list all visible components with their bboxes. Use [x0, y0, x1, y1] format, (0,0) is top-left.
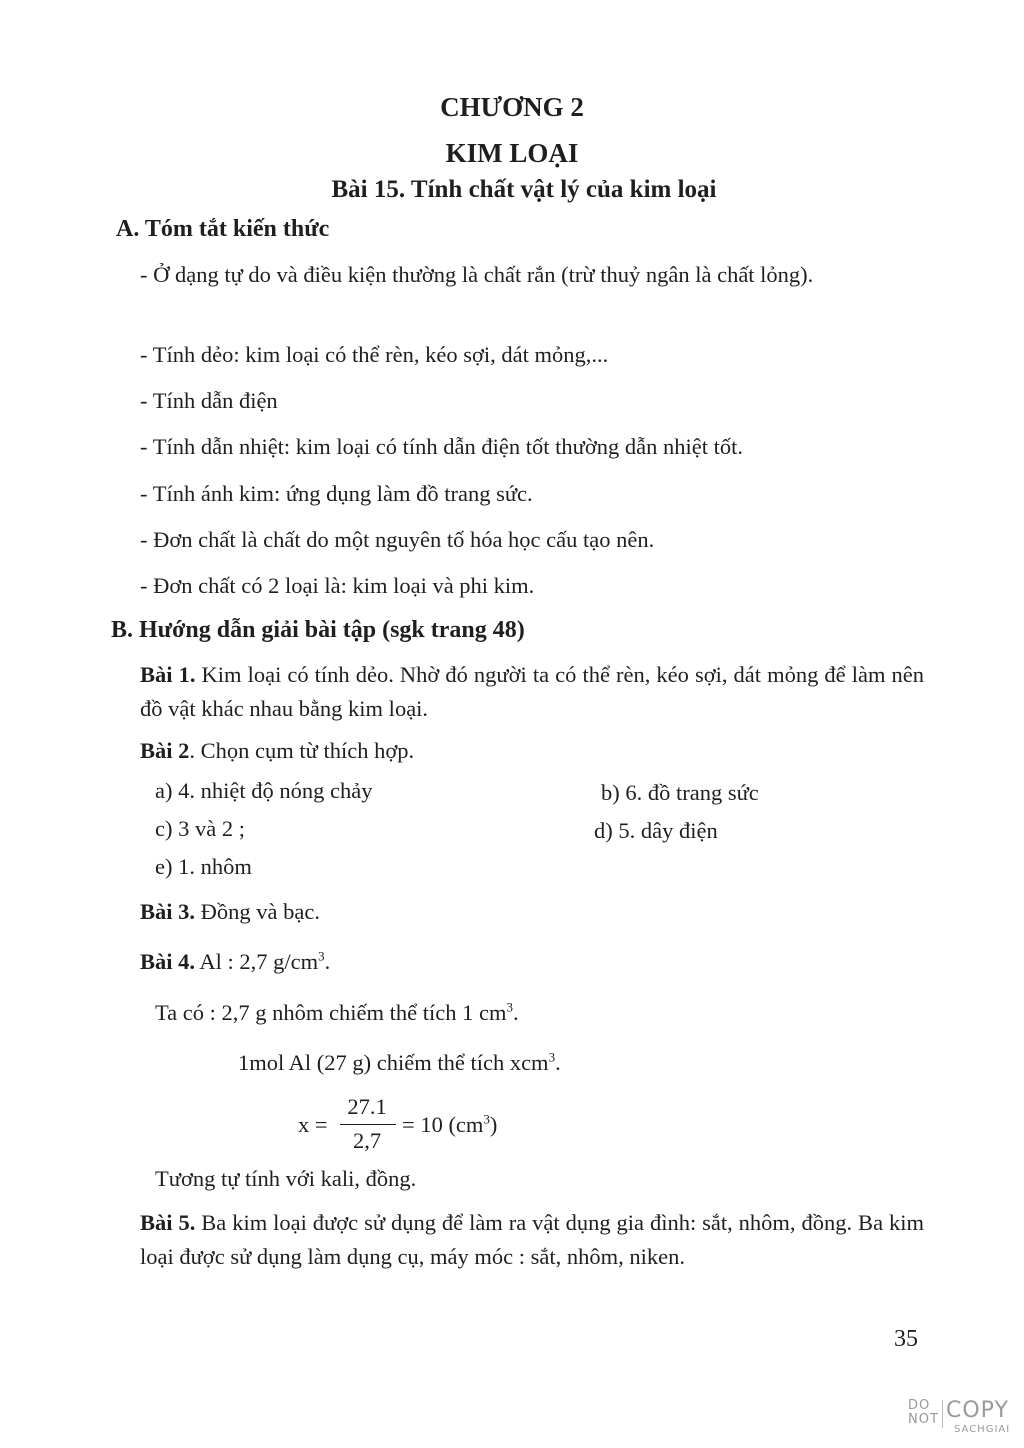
exercise-5: [140, 1206, 924, 1274]
exercise-1-label: Bài 1.: [140, 662, 196, 687]
lesson-title: Bài 15. Tính chất vật lý của kim loại: [331, 176, 717, 203]
answer-item: c) 3 và 2 ;: [155, 816, 245, 841]
summary-item: - Đơn chất có 2 loại là: kim loại và phi kim.: [140, 573, 535, 598]
stamp-site: SACHGIAI: [954, 1424, 1011, 1435]
punctuation: ): [489, 1112, 498, 1137]
superscript: 3: [548, 1049, 556, 1065]
stamp-not: NOT: [908, 1412, 939, 1427]
superscript: 3: [506, 999, 513, 1015]
exercise-2-label: Bài 2: [140, 738, 190, 763]
summary-item: - Tính dẻo: kim loại có thể rèn, kéo sợi, dát mỏng,...: [140, 342, 609, 367]
page-number: 35: [894, 1326, 918, 1352]
answer-item: a) 4. nhiệt độ nóng chảy: [155, 778, 373, 803]
summary-item: - Đơn chất là chất do một nguyên tố hóa học cấu tạo nên.: [140, 527, 655, 552]
answer-item: d) 5. dây điện: [594, 818, 718, 843]
chapter-title: CHƯƠNG 2: [440, 92, 584, 122]
exercise-4-line-1-text: Ta có : 2,7 g nhôm chiếm thể tích 1 cm: [155, 1000, 507, 1025]
equation-rhs-text: = 10 (cm: [402, 1112, 484, 1137]
exercise-1-text: Kim loại có tính dẻo. Nhờ đó người ta có thể rèn, kéo sợi, dát mỏng để làm nên đồ vật khác nhau bằng kim loại.: [140, 662, 924, 721]
exercise-4-line-3: Tương tự tính với kali, đồng.: [155, 1166, 417, 1191]
exercise-4-label: Bài 4.: [140, 949, 196, 974]
exercise-4-line-2: [238, 1046, 561, 1080]
section-b-heading: B. Hướng dẫn giải bài tập (sgk trang 48): [111, 617, 525, 643]
answer-item: b) 6. đồ trang sức: [601, 780, 759, 805]
section-a-heading: A. Tóm tắt kiến thức: [116, 216, 330, 242]
exercise-5-text: Ba kim loại được sử dụng để làm ra vật dụng gia đình: sắt, nhôm, đồng. Ba kim loại được sử dụng làm dụng cụ, máy móc : sắt, nhôm, niken.: [140, 1210, 924, 1269]
exercise-4-line-2-text: 1mol Al (27 g) chiếm thể tích xcm: [238, 1050, 549, 1075]
exercise-1: [140, 658, 924, 726]
exercise-4-line-1: [155, 996, 519, 1030]
part-title: KIM LOẠI: [445, 138, 579, 168]
fraction-denominator: 2,7: [352, 1128, 382, 1153]
exercise-2: [140, 734, 414, 768]
summary-item: - Ở dạng tự do và điều kiện thường là chất rắn (trừ thuỷ ngân là chất lỏng).: [140, 262, 814, 287]
equation-rhs: [402, 1108, 497, 1142]
equation-lhs: x =: [298, 1112, 328, 1137]
watermark-stamp: [906, 1398, 1012, 1442]
punctuation: .: [324, 949, 331, 974]
punctuation: .: [512, 1000, 519, 1025]
answer-item: e) 1. nhôm: [155, 854, 252, 879]
stamp-do: DO: [908, 1398, 931, 1413]
superscript: 3: [318, 948, 325, 964]
superscript: 3: [483, 1111, 490, 1127]
exercise-5-label: Bài 5.: [140, 1210, 196, 1235]
exercise-4-text: Al : 2,7 g/cm: [195, 949, 319, 974]
exercise-4: [140, 945, 330, 979]
exercise-3: [140, 895, 320, 929]
fraction-numerator: 27.1: [347, 1094, 387, 1119]
summary-item: - Tính dẫn điện: [140, 388, 278, 413]
fraction-bar: [340, 1124, 396, 1125]
exercise-3-label: Bài 3.: [140, 899, 196, 924]
stamp-copy: COPY: [946, 1398, 1009, 1423]
exercise-3-text: Đồng và bạc.: [195, 899, 320, 924]
exercise-2-text: . Chọn cụm từ thích hợp.: [189, 738, 415, 763]
punctuation: .: [555, 1050, 561, 1075]
summary-item: - Tính ánh kim: ứng dụng làm đồ trang sức.: [140, 481, 533, 506]
summary-item: - Tính dẫn nhiệt: kim loại có tính dẫn điện tốt thường dẫn nhiệt tốt.: [140, 434, 743, 459]
